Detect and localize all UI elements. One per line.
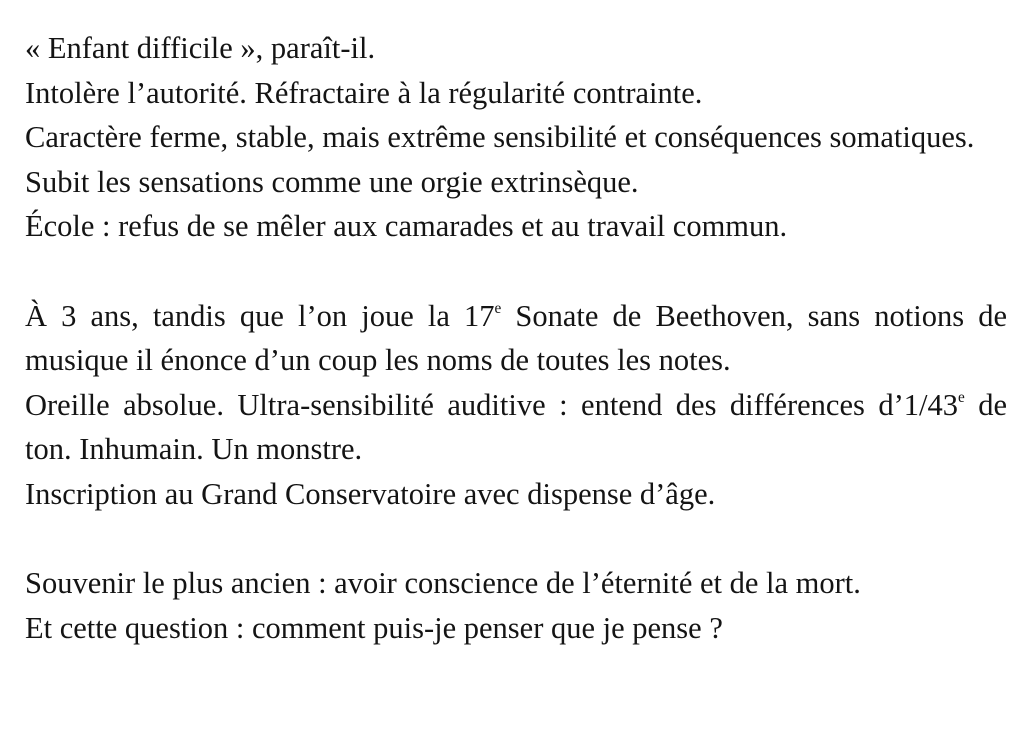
text-fragment: de ton. Inhumain. Un monstre. [25, 387, 1007, 467]
text-line: Souvenir le plus ancien : avoir conscience de l’éternité et de la mort. [25, 566, 861, 601]
ordinal-superscript: e [957, 388, 965, 406]
text-line [25, 383, 1007, 472]
text-fragment: À 3 ans, tandis que l’on joue la 17 [25, 298, 495, 333]
text-line: Subit les sensations comme une orgie extrinsèque. [25, 164, 639, 199]
text-fragment: Sonate de Beethoven, sans notions de musique il énonce d’un coup les noms de toutes les notes. [25, 298, 1007, 378]
text-line: « Enfant difficile », paraît-il. [25, 31, 376, 65]
text-line: Inscription au Grand Conservatoire avec dispense d’âge. [25, 476, 716, 511]
text-line: Et cette question : comment puis-je penser que je pense ? [25, 610, 723, 645]
text-fragment: Oreille absolue. Ultra-sensibilité auditive : entend des différences d’1/43 [25, 387, 958, 422]
ordinal-superscript: e [494, 299, 502, 317]
paragraph-memory [25, 561, 1007, 650]
document-page [25, 26, 1007, 650]
text-line: Caractère ferme, stable, mais extrême sensibilité et conséquences somatiques. [25, 120, 975, 155]
paragraph-temperament [25, 26, 1007, 249]
text-line: École : refus de se mêler aux camarades et au travail commun. [25, 209, 788, 244]
paragraph-music [25, 294, 1007, 517]
text-line [25, 294, 1007, 383]
text-line: Intolère l’autorité. Réfractaire à la régularité contrainte. [25, 75, 703, 110]
